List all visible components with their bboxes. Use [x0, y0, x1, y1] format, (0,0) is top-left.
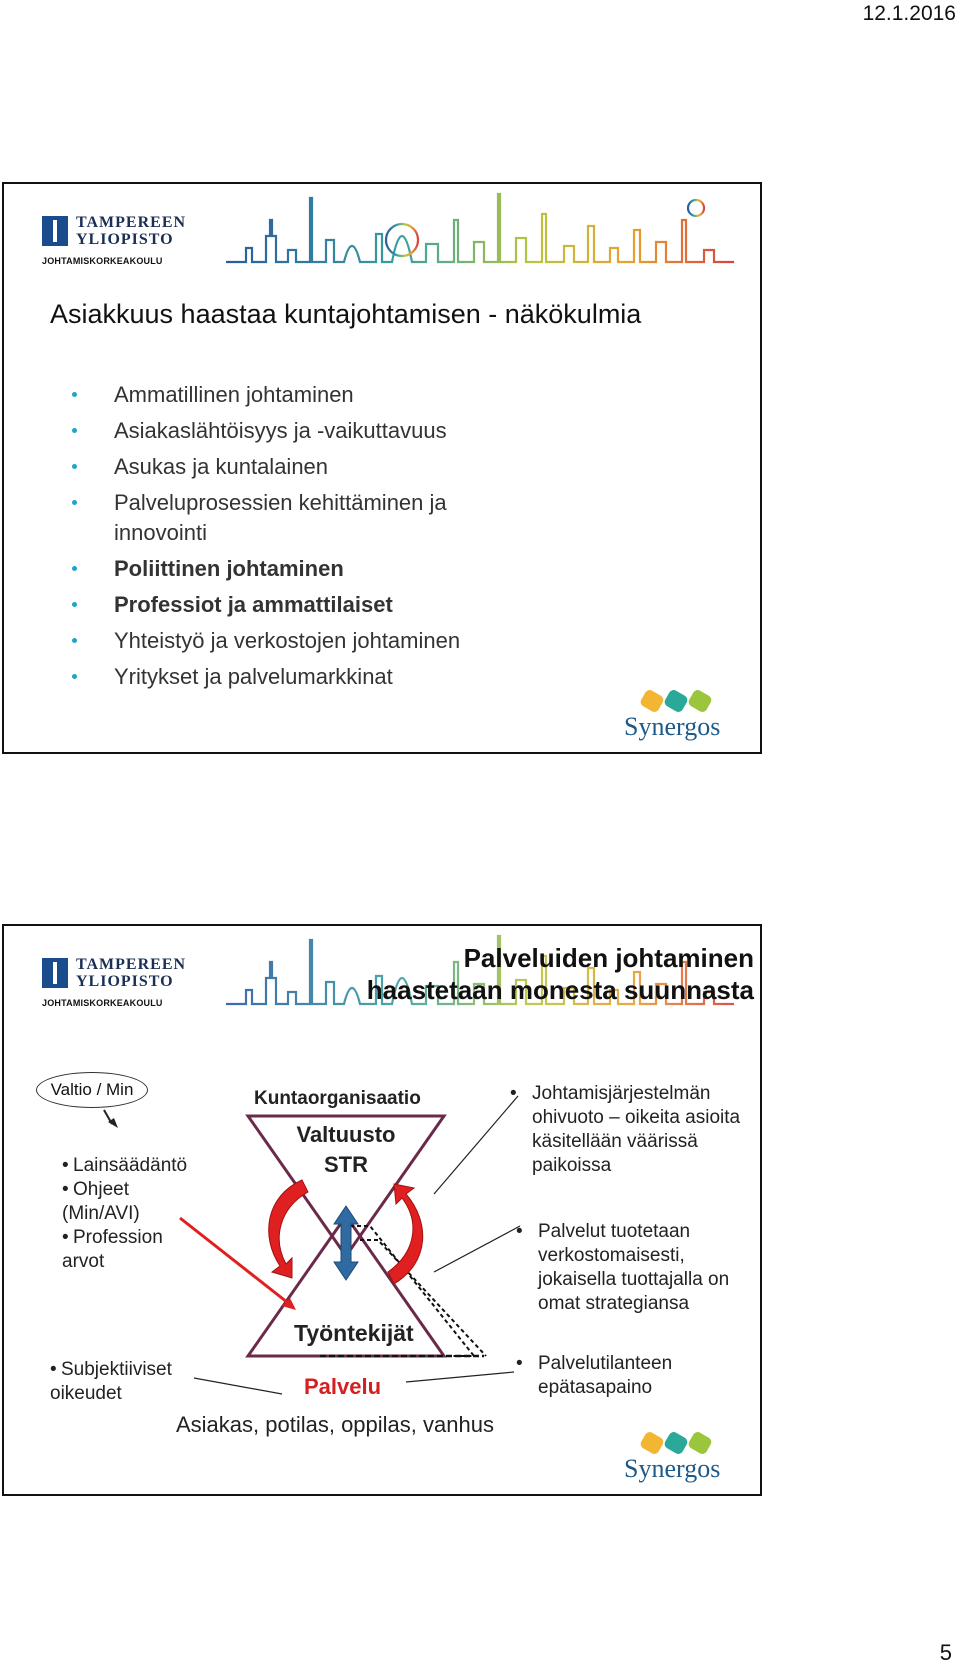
list-item — [72, 554, 532, 584]
bullet-dot-icon — [72, 500, 77, 505]
bullet-dot-icon: • — [62, 1155, 69, 1176]
bullet-dot-icon — [72, 392, 77, 397]
bullet-dot-icon: • — [516, 1353, 523, 1374]
right-bullet-2 — [516, 1220, 748, 1316]
list-item-text: Yhteistyö ja verkostojen johtaminen — [114, 628, 461, 653]
university-name-line2: YLIOPISTO — [76, 973, 174, 990]
hexagon-icon — [687, 688, 713, 714]
synergos-logo — [620, 1434, 740, 1490]
list-item-text: Poliittinen johtaminen — [114, 556, 344, 581]
list-item-text: Palvelut tuotetaan verkostomaisesti, jokaisella tuottajalla on omat strategiansa — [538, 1221, 730, 1314]
university-name-line1: TAMPEREEN — [76, 956, 187, 973]
page-date: 12.1.2016 — [862, 2, 956, 25]
org-label: Kuntaorganisaatio — [254, 1088, 421, 1109]
slide-1-bullet-list — [72, 380, 532, 698]
red-curved-arrow-left-icon — [269, 1180, 308, 1278]
service-label: Palvelu — [304, 1374, 382, 1399]
list-item — [72, 662, 532, 692]
list-item-text: Palvelutilanteen epätasapaino — [538, 1353, 673, 1398]
list-item — [72, 452, 532, 482]
list-item-text: Asukas ja kuntalainen — [114, 454, 329, 479]
slide-2-title-line1: Palveluiden johtaminen — [463, 943, 754, 973]
synergos-wordmark: Synergos — [624, 712, 721, 741]
bullet-dot-icon: • — [516, 1221, 523, 1242]
list-item — [62, 1154, 192, 1178]
list-item — [72, 626, 532, 656]
left-bullet-list — [62, 1154, 192, 1274]
bullet-dot-icon: • — [62, 1227, 69, 1248]
list-item — [62, 1178, 192, 1226]
slide-2 — [2, 924, 762, 1496]
hexagon-icon — [639, 1430, 665, 1456]
list-item — [72, 590, 532, 620]
list-item — [62, 1226, 192, 1274]
list-item — [72, 488, 532, 548]
bullet-dot-icon — [72, 602, 77, 607]
list-item-text: Johtamisjärjestelmän ohivuoto – oikeita asioita käsitellään väärissä paikoissa — [532, 1083, 741, 1176]
state-oval: Valtio / Min — [36, 1072, 148, 1108]
connector-line — [434, 1096, 518, 1194]
subjective-rights — [50, 1358, 200, 1406]
university-school: JOHTAMISKORKEAKOULU — [42, 998, 163, 1008]
bullet-dot-icon: • — [510, 1083, 517, 1104]
list-item-text: Ohjeet (Min/AVI) — [62, 1179, 140, 1224]
right-bullet-1 — [510, 1082, 742, 1178]
list-item — [50, 1358, 200, 1406]
list-item — [72, 416, 532, 446]
list-item-text: Professiot ja ammattilaiset — [114, 592, 393, 617]
list-item-text: Yritykset ja palvelumarkkinat — [114, 664, 393, 689]
page-number: 5 — [939, 1640, 952, 1665]
list-item-text: Subjektiiviset oikeudet — [50, 1359, 172, 1404]
list-item-text: Asiakaslähtöisyys ja -vaikuttavuus — [114, 418, 447, 443]
employees-label: Työntekijät — [294, 1320, 414, 1346]
list-item-text: Profession arvot — [62, 1227, 163, 1272]
bullet-dot-icon — [72, 464, 77, 469]
bullet-dot-icon: • — [62, 1179, 69, 1200]
synergos-wordmark: Synergos — [624, 1454, 721, 1483]
university-logo — [42, 214, 202, 274]
list-item-text: Lainsäädäntö — [73, 1155, 188, 1176]
bullet-dot-icon — [72, 638, 77, 643]
hexagon-icon — [663, 688, 689, 714]
city-skyline-icon — [226, 190, 734, 276]
slide-2-title-line2: haastetaan monesta suunnasta — [366, 975, 754, 1005]
connector-line — [194, 1378, 282, 1394]
university-name-line2: YLIOPISTO — [76, 231, 174, 248]
bullet-dot-icon — [72, 428, 77, 433]
customer-label: Asiakas, potilas, oppilas, vanhus — [176, 1412, 494, 1437]
bullet-dot-icon: • — [50, 1359, 57, 1380]
bullet-dot-icon — [72, 566, 77, 571]
hexagon-icon — [639, 688, 665, 714]
list-item — [72, 380, 532, 410]
connector-line — [434, 1226, 520, 1272]
connector-line — [406, 1372, 514, 1382]
university-school: JOHTAMISKORKEAKOULU — [42, 256, 163, 266]
right-bullet-3 — [516, 1352, 728, 1400]
hexagon-icon — [687, 1430, 713, 1456]
slide-1-title: Asiakkuus haastaa kuntajohtamisen - näkökulmia — [50, 299, 642, 329]
bullet-dot-icon — [72, 674, 77, 679]
council-label — [284, 1120, 408, 1180]
red-curved-arrow-right-icon — [388, 1184, 423, 1284]
list-item-text: Palveluprosessien kehittäminen ja innovointi — [114, 490, 447, 545]
university-crest-icon — [42, 216, 68, 246]
list-item-text: Ammatillinen johtaminen — [114, 382, 354, 407]
council-line1: Valtuusto — [296, 1122, 396, 1147]
slide-1 — [2, 182, 762, 754]
university-name-line1: TAMPEREEN — [76, 214, 187, 231]
council-line2: STR — [324, 1152, 368, 1177]
synergos-logo — [620, 692, 740, 748]
hexagon-icon — [663, 1430, 689, 1456]
